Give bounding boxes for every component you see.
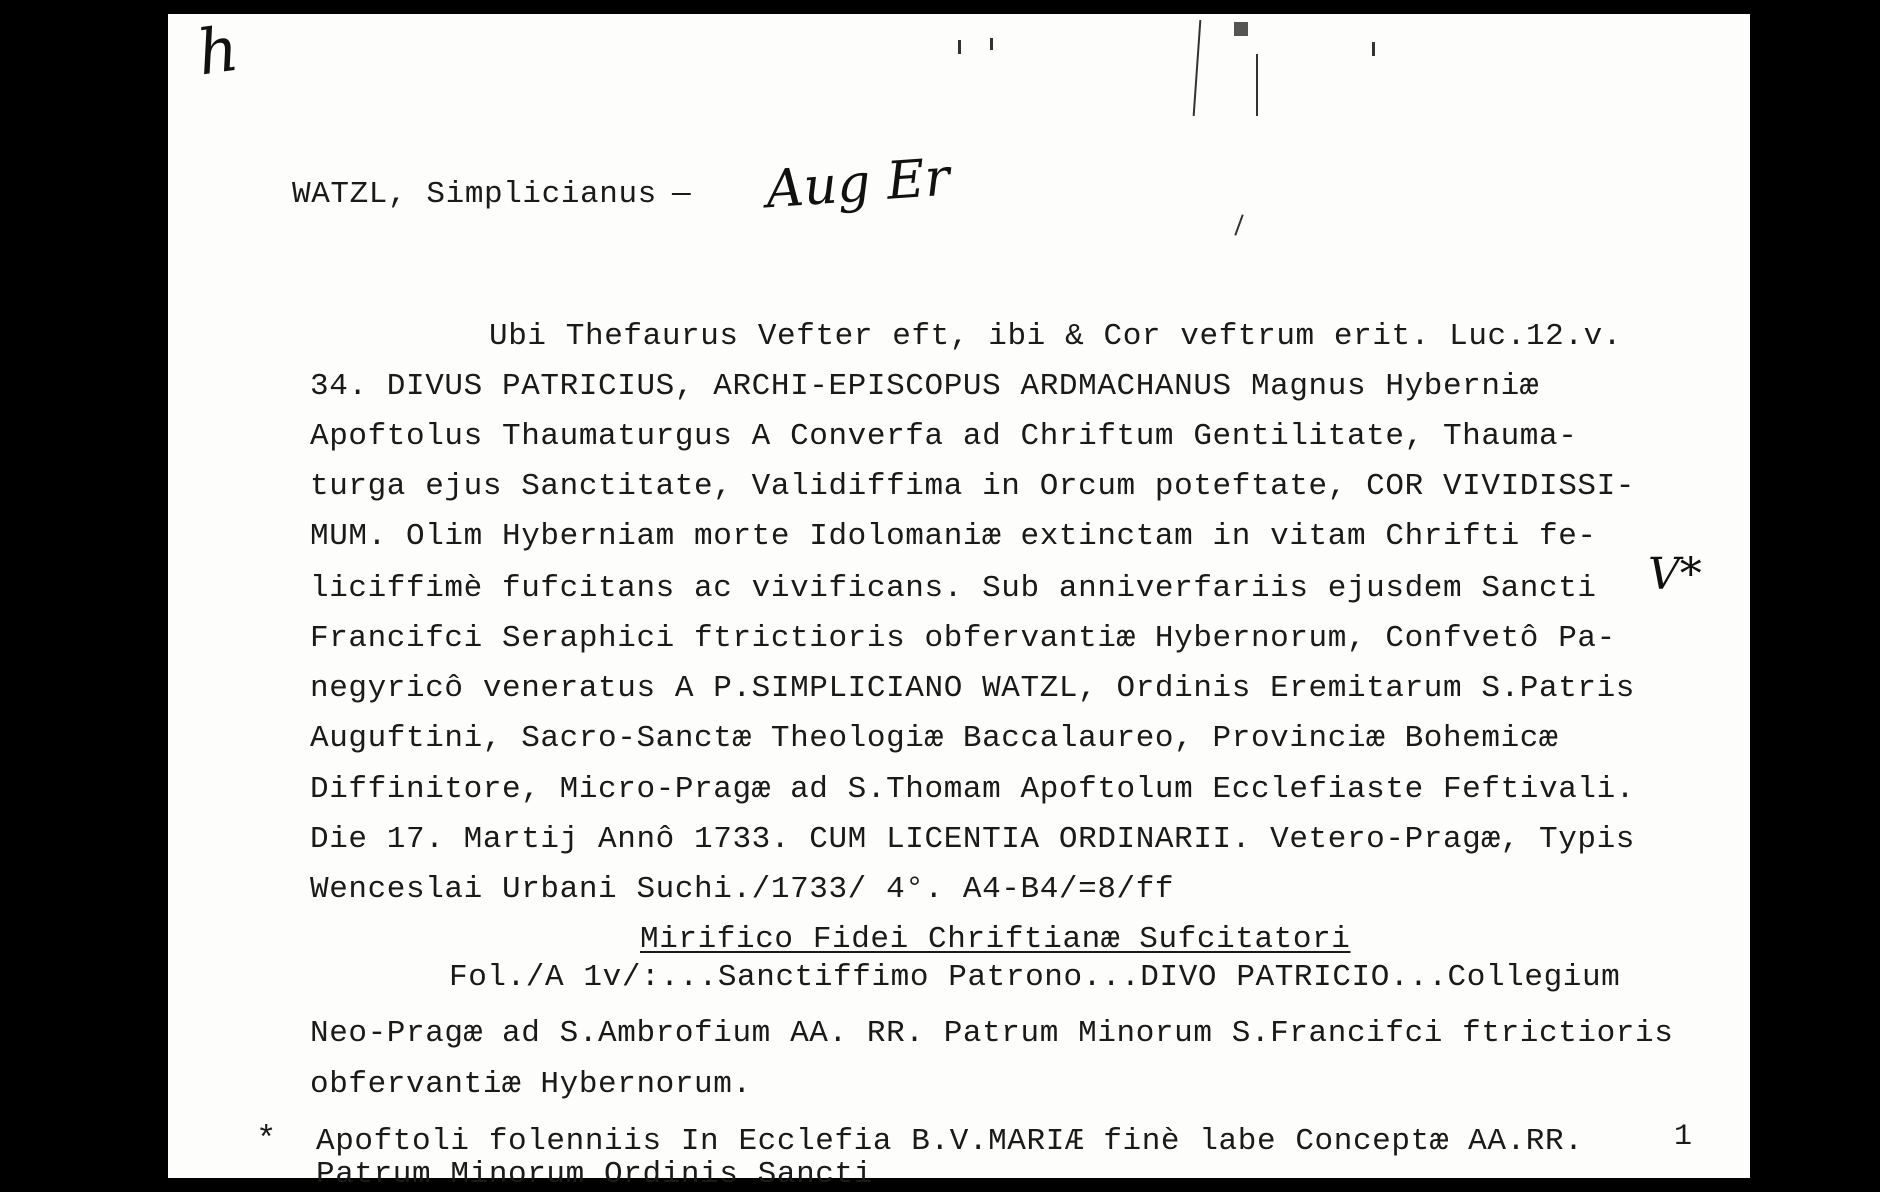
- catalog-card: [168, 11, 1750, 1192]
- title-line: Apoftolus Thaumaturgus A Converfa ad Chriftum Gentilitate, Thauma-: [310, 419, 1578, 454]
- corner-handwritten-mark: h: [193, 11, 243, 90]
- insert-mark: V*: [1648, 549, 1702, 600]
- heading-dash: —: [672, 177, 692, 212]
- scan-speck: [1372, 42, 1375, 56]
- title-line: 34. DIVUS PATRICIUS, ARCHI-EPISCOPUS ARDMACHANUS Magnus Hyberniæ: [310, 369, 1539, 404]
- title-line: MUM. Olim Hyberniam morte Idolomaniæ extinctam in vitam Chrifti fe-: [310, 519, 1597, 554]
- author-heading: WATZL, Simplicianus: [292, 177, 657, 212]
- footnote-marker: *: [256, 1122, 278, 1160]
- title-line: Francifci Seraphici ftrictioris obfervantiæ Hybernorum, Confvetô Pa-: [310, 621, 1616, 656]
- title-line: liciffimè fufcitans ac vivificans. Sub anniverfariis ejusdem Sancti: [310, 571, 1597, 606]
- handwritten-annotation: Aug Er: [764, 147, 952, 221]
- scan-speck: [1234, 22, 1248, 36]
- folio-line: Neo-Pragæ ad S.Ambrofium AA. RR. Patrum Minorum S.Francifci ftrictioris: [310, 1016, 1674, 1051]
- title-line: Wenceslai Urbani Suchi./1733/ 4°. A4-B4/=8/ff: [310, 872, 1175, 907]
- scan-speck: [1234, 214, 1243, 235]
- title-line: Die 17. Martij Annô 1733. CUM LICENTIA ORDINARII. Vetero-Pragæ, Typis: [310, 822, 1636, 857]
- title-line: turga ejus Sanctitate, Validiffima in Orcum poteftate, COR VIVIDISSI-: [310, 469, 1636, 504]
- title-line: Auguftini, Sacro-Sanctæ Theologiæ Baccalaureo, Provinciæ Bohemicæ: [310, 721, 1559, 756]
- title-line: Ubi Thefaurus Vefter eft, ibi & Cor veftrum erit. Luc.12.v.: [489, 319, 1622, 354]
- scan-speck: [958, 40, 961, 54]
- footnote-line: Apoftoli folenniis In Ecclefia B.V.MARIÆ finè labe Conceptæ AA.RR.: [316, 1124, 1584, 1159]
- folio-line: obfervantiæ Hybernorum.: [310, 1067, 752, 1102]
- scan-speck: [1193, 20, 1202, 116]
- scan-speck: [1256, 54, 1258, 116]
- scan-speck: [990, 38, 993, 50]
- folio-line: Fol./A 1v/:...Sanctiffimo Patrono...DIVO PATRICIO...Collegium: [449, 960, 1621, 995]
- title-line: negyricô veneratus A P.SIMPLICIANO WATZL, Ordinis Eremitarum S.Patris: [310, 671, 1636, 706]
- footnote-line: Patrum Minorum Ordinis Sancti: [316, 1157, 873, 1192]
- dedication-line: Mirifico Fidei Chriftianæ Sufcitatori: [640, 922, 1351, 957]
- title-line: Diffinitore, Micro-Pragæ ad S.Thomam Apoftolum Ecclefiaste Feftivali.: [310, 772, 1636, 807]
- page-number: 1: [1674, 1120, 1693, 1154]
